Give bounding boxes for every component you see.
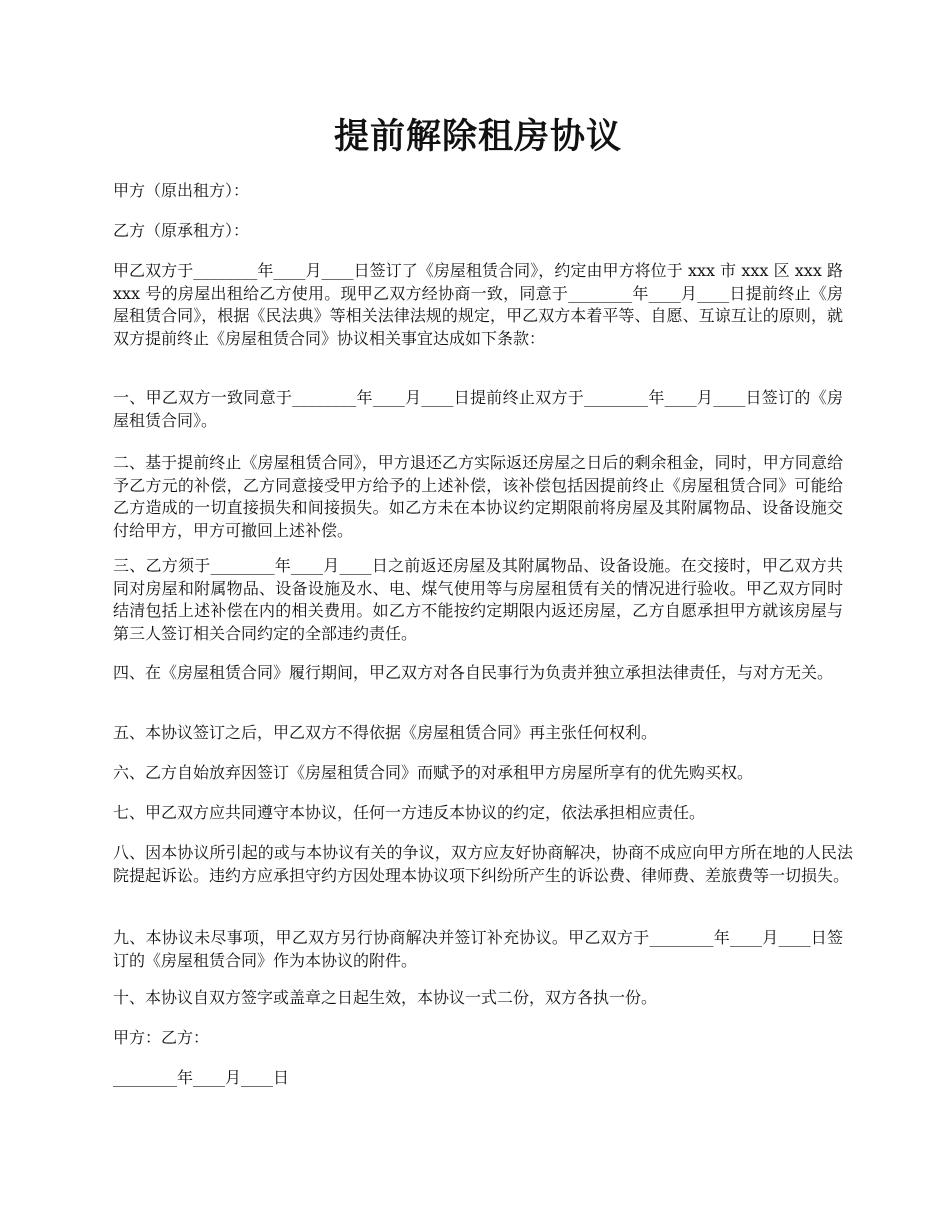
- clause-5: 五、本协议签订之后，甲乙双方不得依据《房屋租赁合同》再主张任何权利。: [113, 723, 658, 742]
- clause-1: 一、甲乙双方一致同意于________年____月____日提前终止双方于________年____月____日签订的《房屋租赁合同》。: [113, 388, 843, 430]
- clause-8: 八、因本协议所引起的或与本协议有关的争议，双方应友好协商解决，协商不成应向甲方所在地的人民法院提起诉讼。违约方应承担守约方因处理本协议项下纠纷所产生的诉讼费、律师费、差旅费等一切损失。: [113, 843, 853, 885]
- document-page: [113, 0, 853, 1087]
- party-b-line: 乙方（原承租方）：: [113, 221, 250, 240]
- clause-6: 六、乙方自始放弃因签订《房屋租赁合同》而赋予的对承租甲方房屋所享有的优先购买权。: [113, 763, 754, 782]
- clause-4: 四、在《房屋租赁合同》履行期间，甲乙双方对各自民事行为负责并独立承担法律责任，与对方无关。: [113, 663, 834, 682]
- document-title: 提前解除租房协议: [333, 116, 622, 157]
- clause-9: 九、本协议未尽事项，甲乙双方另行协商解决并签订补充协议。甲乙双方于________年____月____日签订的《房屋租赁合同》作为本协议的附件。: [113, 928, 843, 970]
- intro-paragraph: 甲乙双方于________年____月____日签订了《房屋租赁合同》，约定由甲方将位于 xxx 市 xxx 区 xxx 路 xxx 号的房屋出租给乙方使用。现甲乙双方经协商一致，同意于________年____月____日提前终止《房屋租赁合同》，根据《民法典》等相关法律法规的规定，甲乙双方本着平等、自愿、互谅互让的原则，就双方提前终止《房屋租赁合同》协议相关事宜达成如下条款：: [113, 261, 843, 348]
- clause-10: 十、本协议自双方签字或盖章之日起生效，本协议一式二份，双方各执一份。: [113, 988, 658, 1007]
- party-a-line: 甲方（原出租方）：: [113, 181, 250, 200]
- clause-7: 七、甲乙双方应共同遵守本协议，任何一方违反本协议的约定，依法承担相应责任。: [113, 803, 706, 822]
- signature-line: 甲方：乙方：: [113, 1028, 210, 1047]
- date-line: ________年____月____日: [113, 1068, 290, 1087]
- clause-2: 二、基于提前终止《房屋租赁合同》，甲方退还乙方实际返还房屋之日后的剩余租金，同时，甲方同意给予乙方元的补偿，乙方同意接受甲方给予的上述补偿，该补偿包括因提前终止《房屋租赁合同》可能给乙方造成的一切直接损失和间接损失。如乙方未在本协议约定期限前将房屋及其附属物品、设备设施交付给甲方，甲方可撤回上述补偿。: [113, 453, 843, 540]
- clause-3: 三、乙方须于________年____月____日之前返还房屋及其附属物品、设备设施。在交接时，甲乙双方共同对房屋和附属物品、设备设施及水、电、煤气使用等与房屋租赁有关的情况进行验收。甲乙双方同时结清包括上述补偿在内的相关费用。如乙方不能按约定期限内返还房屋，乙方自愿承担甲方就该房屋与第三人签订相关合同约定的全部违约责任。: [113, 556, 843, 643]
